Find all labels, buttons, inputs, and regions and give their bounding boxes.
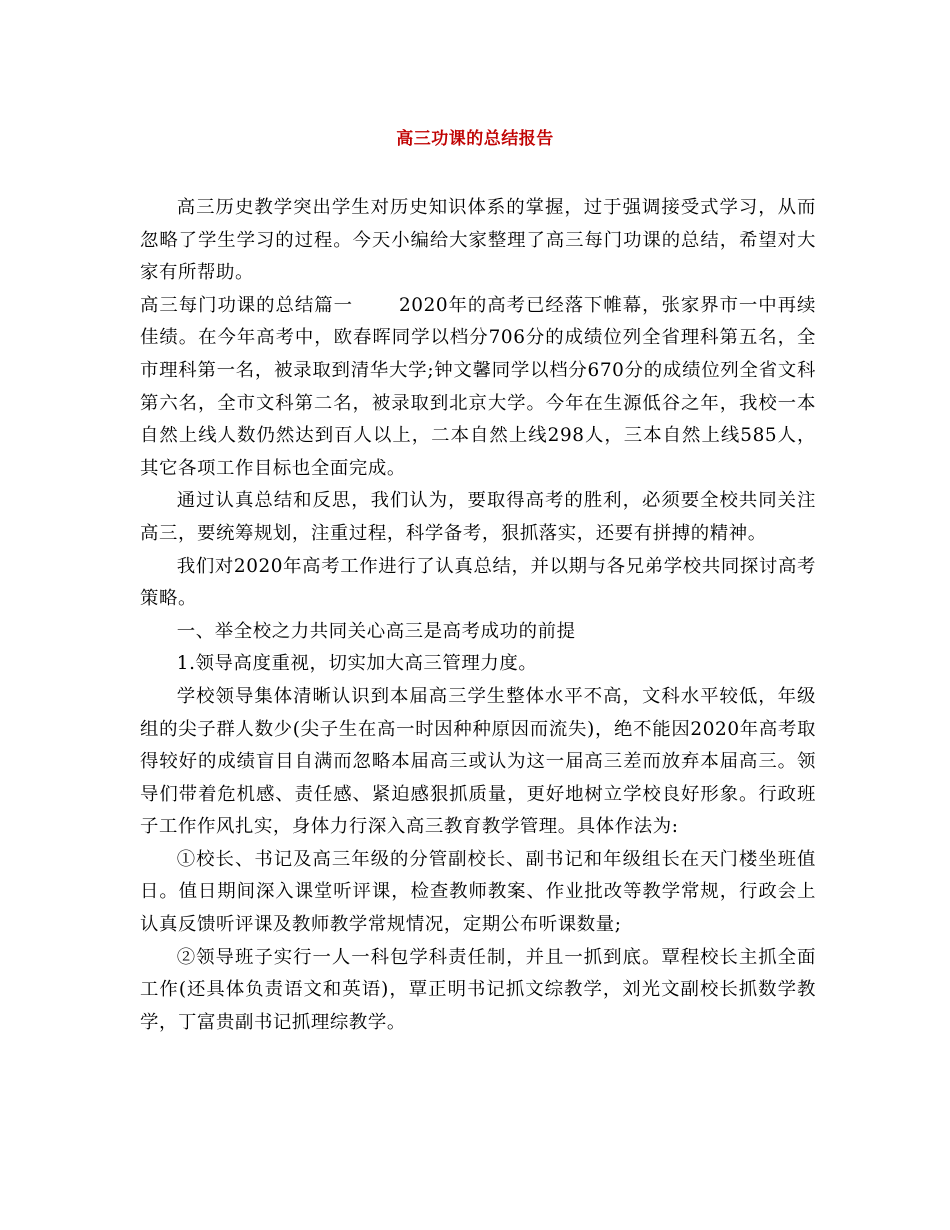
- item-one-paragraph: ①校长、书记及高三年级的分管副校长、副书记和年级组长在天门楼坐班值日。值日期间深入课堂听评课，检查教师教案、作业批改等教学常规，行政会上认真反馈听评课及教师教学常规情况，定期公布听课数量;: [140, 848, 816, 936]
- leadership-paragraph: 学校领导集体清晰认识到本届高三学生整体水平不高，文科水平较低，年级组的尖子群人数少(尖子生在高一时因种种原因而流失)，绝不能因2020年高考取得较好的成绩盲目自满而忽略本届高三或认为这一届高三差而放弃本届高三。领导们带着危机感、责任感、紧迫感狠抓质量，更好地树立学校良好形象。行政班子工作作风扎实，身体力行深入高三教育教学管理。具体作法为:: [140, 685, 816, 838]
- subheading-one: 1.领导高度重视，切实加大高三管理力度。: [176, 653, 538, 675]
- summary-paragraph: 我们对2020年高考工作进行了认真总结，并以期与各兄弟学校共同探讨高考策略。: [140, 555, 816, 610]
- document-title: 高三功课的总结报告: [396, 129, 554, 149]
- reflection-paragraph: 通过认真总结和反思，我们认为，要取得高考的胜利，必须要全校共同关注高三，要统筹规划，注重过程，科学备考，狠抓落实，还要有拼搏的精神。: [140, 490, 816, 544]
- intro-paragraph: 高三历史教学突出学生对历史知识体系的掌握，过于强调接受式学习，从而忽略了学生学习的过程。今天小编给大家整理了高三每门功课的总结，希望对大家有所帮助。: [140, 197, 816, 284]
- item-two-paragraph: ②领导班子实行一人一科包学科责任制，并且一抓到底。覃程校长主抓全面工作(还具体负责语文和英语)，覃正明书记抓文综教学，刘光文副校长抓数学教学，丁富贵副书记抓理综教学。: [140, 946, 816, 1033]
- document-body: [140, 192, 816, 1039]
- section-paragraph: [140, 290, 816, 486]
- section-heading: 高三每门功课的总结篇一: [140, 294, 353, 316]
- heading-one: 一、举全校之力共同关心高三是高考成功的前提: [176, 620, 576, 642]
- section-lead-text: 2020年的高考已经落下帷幕，张家界市一中再续佳绩。在今年高考中，欧春晖同学以档分706分的成绩位列全省理科第五名，全市理科第一名，被录取到清华大学;钟文馨同学以档分670分的成绩位列全省文科第六名，全市文科第二名，被录取到北京大学。今年在生源低谷之年，我校一本自然上线人数仍然达到百人以上，二本自然上线298人，三本自然上线585人，其它各项工作目标也全面完成。: [140, 294, 817, 479]
